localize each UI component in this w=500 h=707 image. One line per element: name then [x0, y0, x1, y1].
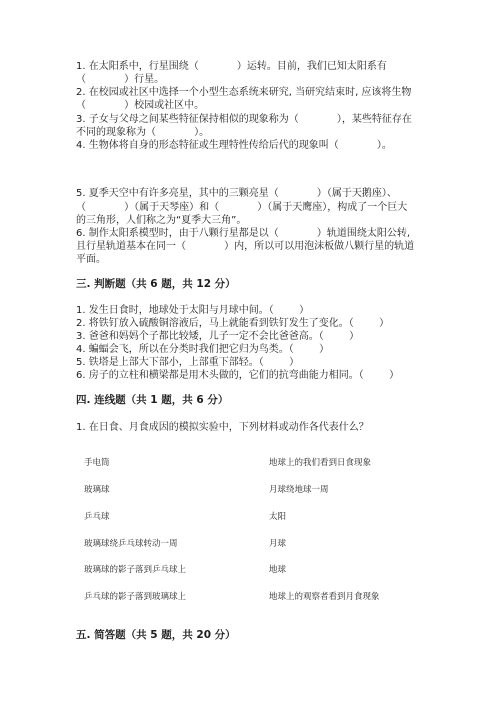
judgment-item: 6. 房子的立柱和横梁都是用木头做的，它们的抗弯曲能力相同。（ ） [76, 370, 400, 381]
fill-in-line: （ ）校园或社区中。 [76, 100, 205, 111]
section-heading: 三. 判断题（共 6 题，共 12 分） [76, 278, 236, 290]
fill-in-line: 1. 在太阳系中，行星围绕（ ）运转。目前，我们已知太阳系有 [76, 61, 387, 72]
section-heading: 四. 连线题（共 1 题，共 6 分） [76, 394, 229, 406]
fill-in-line: 5. 夏季天空中有许多亮星，其中的三颗亮星（ ）（属于天鹅座）、 [76, 188, 397, 199]
fill-in-line: 不同的现象称为（ ）。 [76, 127, 210, 138]
matching-right-item: 地球上的我们看到日食现象 [269, 458, 372, 468]
fill-in-line: 4. 生物体将自身的形态特征或生理特性传给后代的现象叫（ ）。 [76, 140, 392, 151]
judgment-item: 4. 蝙蝠会飞，所以在分类时我们把它归为鸟类。（ ） [76, 344, 330, 355]
fill-in-line: 2. 在校园或社区中选择一个小型生态系统来研究, 当研究结束时, 应该将生物 [76, 87, 412, 98]
fill-in-line: 平面。 [76, 254, 106, 265]
matching-right-item: 太阳 [269, 512, 287, 522]
judgment-item: 3. 爸爸和妈妈个子都比较矮，儿子一定不会比爸爸高。（ ） [76, 331, 360, 342]
judgment-item: 2. 将铁钉放入硫酸铜溶液后，马上就能看到铁钉发生了变化。（ ） [76, 318, 390, 329]
fill-in-line: （ ）（属于天琴座）和（ ）（属于天鹰座），构成了一个巨大 [76, 202, 408, 213]
matching-right-item: 月球绕地球一周 [269, 485, 329, 495]
fill-in-line: 的三角形，人们称之为“夏季大三角”。 [76, 215, 247, 226]
matching-left-item: 玻璃球的影子落到乒乓球上 [84, 565, 187, 575]
matching-right-item: 地球上的观察者看到月食现象 [269, 592, 380, 602]
judgment-item: 5. 铁塔是上部大下部小，上部重下部轻。（ ） [76, 357, 300, 368]
matching-left-item: 玻璃球绕乒乓球转动一周 [84, 539, 178, 549]
matching-left-item: 玻璃球 [84, 485, 110, 495]
matching-right-item: 月球 [269, 539, 287, 549]
fill-in-line: 3. 子女与父母之间某些特征保持相似的现象称为（ ），某些特征存在 [76, 114, 412, 125]
judgment-item: 1. 发生日食时，地球处于太阳与月球中间。（ ） [76, 305, 310, 316]
matching-left-item: 手电筒 [84, 458, 110, 468]
section-heading: 五. 简答题（共 5 题，共 20 分） [76, 629, 236, 641]
matching-question: 1. 在日食、月食成因的模拟实验中，下列材料或动作各代表什么？ [76, 422, 369, 433]
fill-in-line: （ ）行星。 [76, 74, 165, 85]
fill-in-line: 6. 制作太阳系模型时，由于八颗行星都是以（ ）轨道围绕太阳公转, [76, 228, 411, 239]
matching-right-item: 地球 [269, 565, 287, 575]
matching-left-item: 乒乓球的影子落到玻璃球上 [84, 592, 187, 602]
fill-in-line: 且行星轨道基本在同一（ ）内，所以可以用泡沫板做八颗行星的轨道 [76, 241, 415, 252]
matching-left-item: 乒乓球 [84, 512, 110, 522]
